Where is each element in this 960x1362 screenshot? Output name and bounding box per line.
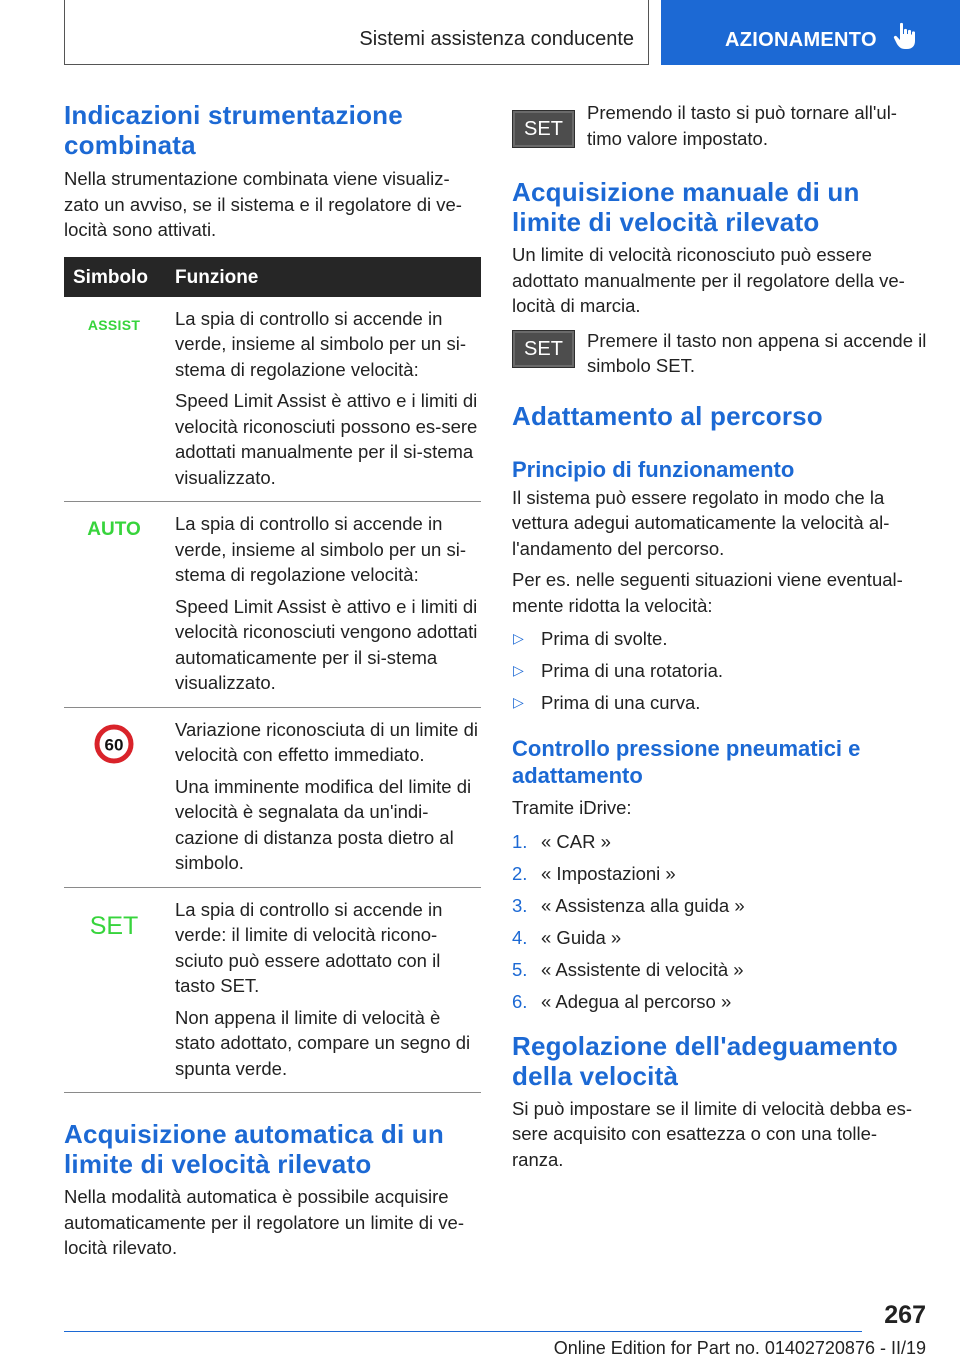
footer-edition: Online Edition for Part no. 01402720876 - II/19: [553, 1338, 926, 1358]
right-column: [512, 100, 928, 1172]
row-text: La spia di controllo si accende in verde: il limite di velocità ricono-sciuto può essere adottato con il tasto SET.: [175, 898, 443, 996]
list-item: 5. « Assistente di velocità »: [512, 959, 744, 980]
set-symbol: SET: [89, 911, 139, 940]
list-item: 3. « Assistenza alla guida »: [512, 895, 745, 916]
list-item: 1. « CAR »: [512, 831, 611, 852]
automatic-acquisition-paragraph: Nella modalità automatica è possibile acquisire automaticamente per il regolatore un limite di ve-locità rilevato.: [64, 1186, 464, 1258]
idrive-paragraph: Tramite iDrive:: [512, 796, 632, 818]
hand-pointer-icon: [893, 22, 919, 50]
row-text: Variazione riconosciuta di un limite di velocità con effetto immediato.: [175, 718, 479, 765]
set-button-note: [512, 100, 928, 151]
principle-paragraph-2: Per es. nelle seguenti situazioni viene eventual-mente ridotta la velocità:: [512, 569, 903, 616]
principle-paragraph-1: Il sistema può essere regolato in modo che la vettura adegui automaticamente la velocità al-l'andamento del percorso.: [512, 486, 890, 559]
heading-manual-acquisition: Acquisizione manuale di un limite di velocità rilevato: [512, 177, 860, 237]
table-header-symbol: Simbolo: [73, 266, 148, 288]
row-text: La spia di controllo si accende in verde, insieme al simbolo per un si-stema di regolazione velocità:: [175, 513, 466, 585]
list-item: 6. « Adegua al percorso »: [512, 991, 732, 1012]
row-text: Una imminente modifica del limite di velocità è segnalata da un'indi-cazione di distanza posta dietro al simbolo.: [175, 775, 472, 873]
heading-route-adaptation: Adattamento al percorso: [512, 400, 823, 431]
symbol-table: [64, 257, 481, 1094]
row-text: Speed Limit Assist è attivo e i limiti di velocità riconosciuti vengono adottati automaticamente per il si-stema visualizzato.: [175, 595, 478, 693]
header-section-title: Sistemi assistenza conducente: [359, 28, 634, 50]
list-item: ▷ Prima di una rotatoria.: [512, 658, 928, 684]
table-header-function: Funzione: [175, 266, 259, 288]
heading-instrument-cluster: Indicazioni strumentazione combinata: [64, 100, 403, 160]
speed-adjustment-paragraph: Si può impostare se il limite di velocità debba es-sere acquisito con esattezza o con una tolle-ranza.: [512, 1097, 912, 1170]
assist-symbol: ASSIST: [87, 316, 141, 333]
page-number: 267: [884, 1301, 926, 1329]
set-note-text: Premere il tasto non appena si accende il simbolo SET.: [587, 329, 927, 376]
list-item: 4. « Guida »: [512, 927, 622, 948]
header-chapter-title: AZIONAMENTO: [725, 29, 877, 51]
triangle-bullet-icon: ▷: [513, 662, 524, 678]
heading-principle: Principio di funzionamento: [512, 456, 795, 482]
list-item: ▷ Prima di una curva.: [512, 690, 928, 716]
table-row: [64, 297, 481, 503]
table-header: [64, 257, 481, 297]
header-section-box: [64, 0, 649, 65]
triangle-bullet-icon: ▷: [513, 630, 524, 646]
left-column: [64, 100, 481, 1261]
set-note-text: Premendo il tasto si può tornare all'ul-timo valore impostato.: [587, 102, 897, 149]
situation-list: [512, 626, 928, 716]
footer-divider: [64, 1331, 862, 1332]
auto-symbol: AUTO: [87, 519, 141, 540]
set-button-note: [512, 328, 928, 379]
table-row: [64, 888, 481, 1094]
speed-limit-value: 60: [104, 735, 124, 754]
row-text: Non appena il limite di velocità è stato adottato, compare un segno di spunta verde.: [175, 1006, 471, 1079]
heading-tire-pressure: Controllo pressione pneumatici e adattamento: [512, 735, 861, 788]
intro-paragraph: Nella strumentazione combinata viene visualiz-zato un avviso, se il sistema e il regolatore di ve-locità sono attivati.: [64, 168, 462, 240]
speed-limit-sign-icon: [64, 724, 164, 769]
row-text: Speed Limit Assist è attivo e i limiti di velocità riconosciuti possono es-sere adottati manualmente per il si-stema visualizzato.: [175, 390, 478, 488]
manual-acquisition-paragraph: Un limite di velocità riconosciuto può essere adottato manualmente per il regolatore della ve-locità di marcia.: [512, 244, 905, 316]
table-row: [64, 708, 481, 888]
set-button-icon: SET: [512, 330, 575, 368]
idrive-steps: [512, 829, 928, 1015]
row-text: La spia di controllo si accende in verde, insieme al simbolo per un si-stema di regolazione velocità:: [175, 307, 466, 380]
heading-automatic-acquisition: Acquisizione automatica di un limite di velocità rilevato: [64, 1119, 444, 1179]
list-item: 2. « Impostazioni »: [512, 863, 676, 884]
header-chapter-box: [661, 0, 960, 65]
set-button-icon: SET: [512, 110, 575, 148]
table-row: [64, 502, 481, 708]
list-item: ▷ Prima di svolte.: [512, 626, 928, 652]
triangle-bullet-icon: ▷: [513, 694, 524, 710]
heading-speed-adjustment: Regolazione dell'adeguamento della velocità: [512, 1030, 898, 1091]
